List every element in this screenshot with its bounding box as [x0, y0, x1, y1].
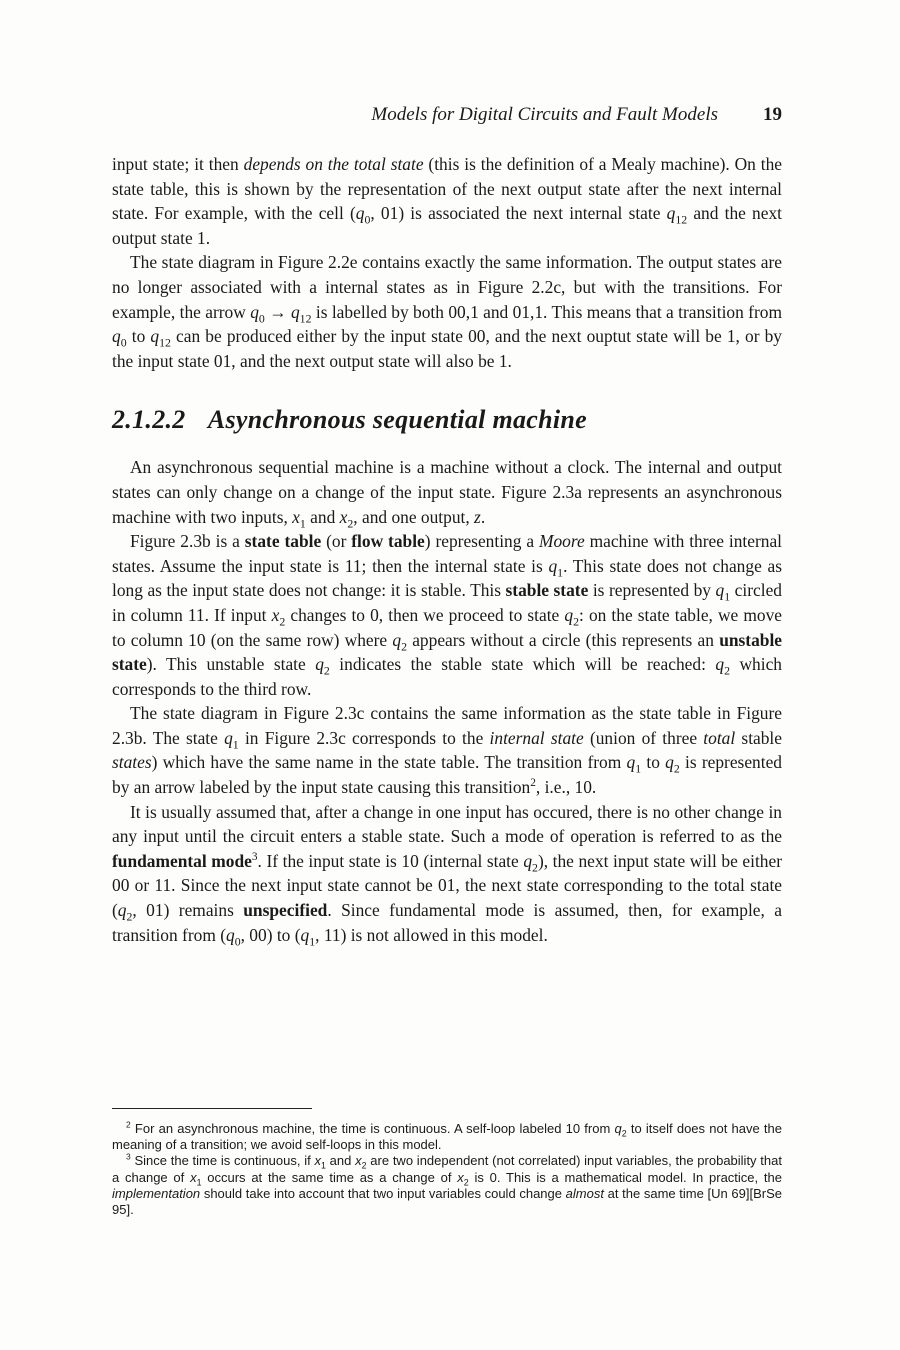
paragraph-state-diagram-2-3c: The state diagram in Figure 2.3c contains the same information as the state table in Figure 2.3b. The state $q_1$ in Figure 2.3c corresponds to the internal state (union of three total stable states) which have the same name in the state table. The transition from $q_1$ to $q_2$ is represented by an arrow labeled by the input state causing this transition$^2$, i.e., 10. [112, 703, 782, 798]
section-title: Asynchronous sequential machine [207, 405, 587, 435]
paragraph-mealy-continuation: input state; it then depends on the total state (this is the definition of a Mealy machine). On the state table, this is shown by the representation of the next output state after the next internal state. For example, with the cell ($q_0$, 01) is associated the next internal state $q_{12}$ and the next output state 1. [112, 154, 782, 248]
running-title: Models for Digital Circuits and Fault Models [371, 104, 718, 125]
footnote-2: $^2$ For an asynchronous machine, the time is continuous. A self-loop labeled 10 from $q_2$ to itself does not have the meaning of a transition; we avoid self-loops in this model. [112, 1119, 782, 1153]
page-number: 19 [763, 104, 782, 125]
paragraph-fundamental-mode: It is usually assumed that, after a change in one input has occured, there is no other change in any input until the circuit enters a stable state. Such a mode of operation is referred to as the fundamental mode$^3$. If the input state is 10 (internal state $q_2$), the next input state will be either 00 or 11. Since the next input state cannot be 01, the next state corresponding to the total state ($q_2$, 01) remains unspecified. Since fundamental mode is assumed, then, for example, a transition from ($q_0$, 00) to ($q_1$, 11) is not allowed in this model. [112, 801, 783, 949]
paragraph-async-definition: An asynchronous sequential machine is a machine without a clock. The internal and output states can only change on a change of the input state. Figure 2.3a represents an asynchronous machine with two inputs, $x_1$ and $x_2$, and one output, z. [112, 457, 782, 530]
footnotes [112, 1108, 782, 1218]
body-text [112, 152, 782, 947]
section-heading [112, 405, 782, 435]
footnote-rule [112, 1108, 312, 1109]
paragraph-state-diagram-2-2e: The state diagram in Figure 2.2e contains exactly the same information. The output states are no longer associated with a internal states as in Figure 2.2c, but with the transitions. For example, the arrow $q_0 \to q_{12}$ is labelled by both 00,1 and 01,1. This means that a transition from $q_0$ to $q_{12}$ can be produced either by the input state 00, and the next ouptut state will be 1, or by the input state 01, and the next output state will also be 1. [112, 252, 782, 371]
paragraph-state-table-2-3b: Figure 2.3b is a state table (or flow table) representing a Moore machine with three internal states. Assume the input state is 11; then the internal state is $q_1$. This state does not change as long as the input state does not change: it is stable. This stable state is represented by $q_1$ circled in column 11. If input $x_2$ changes to 0, then we proceed to state $q_2$: on the state table, we move to column 10 (on the same row) where $q_2$ appears without a circle (this represents an unstable state). This unstable state $q_2$ indicates the stable state which will be reached: $q_2$ which corresponds to the third row. [112, 531, 783, 699]
section-number: 2.1.2.2 [112, 405, 186, 435]
footnote-3: $^3$ Since the time is continuous, if $x_1$ and $x_2$ are two independent (not correlated) input variables, the probability that a change of $x_1$ occurs at the same time as a change of $x_2$ is 0. This is a mathematical model. In practice, the implementation should take into account that two input variables could change almost at the same time [Un 69][BrSe 95]. [112, 1152, 783, 1218]
running-head [112, 104, 782, 130]
